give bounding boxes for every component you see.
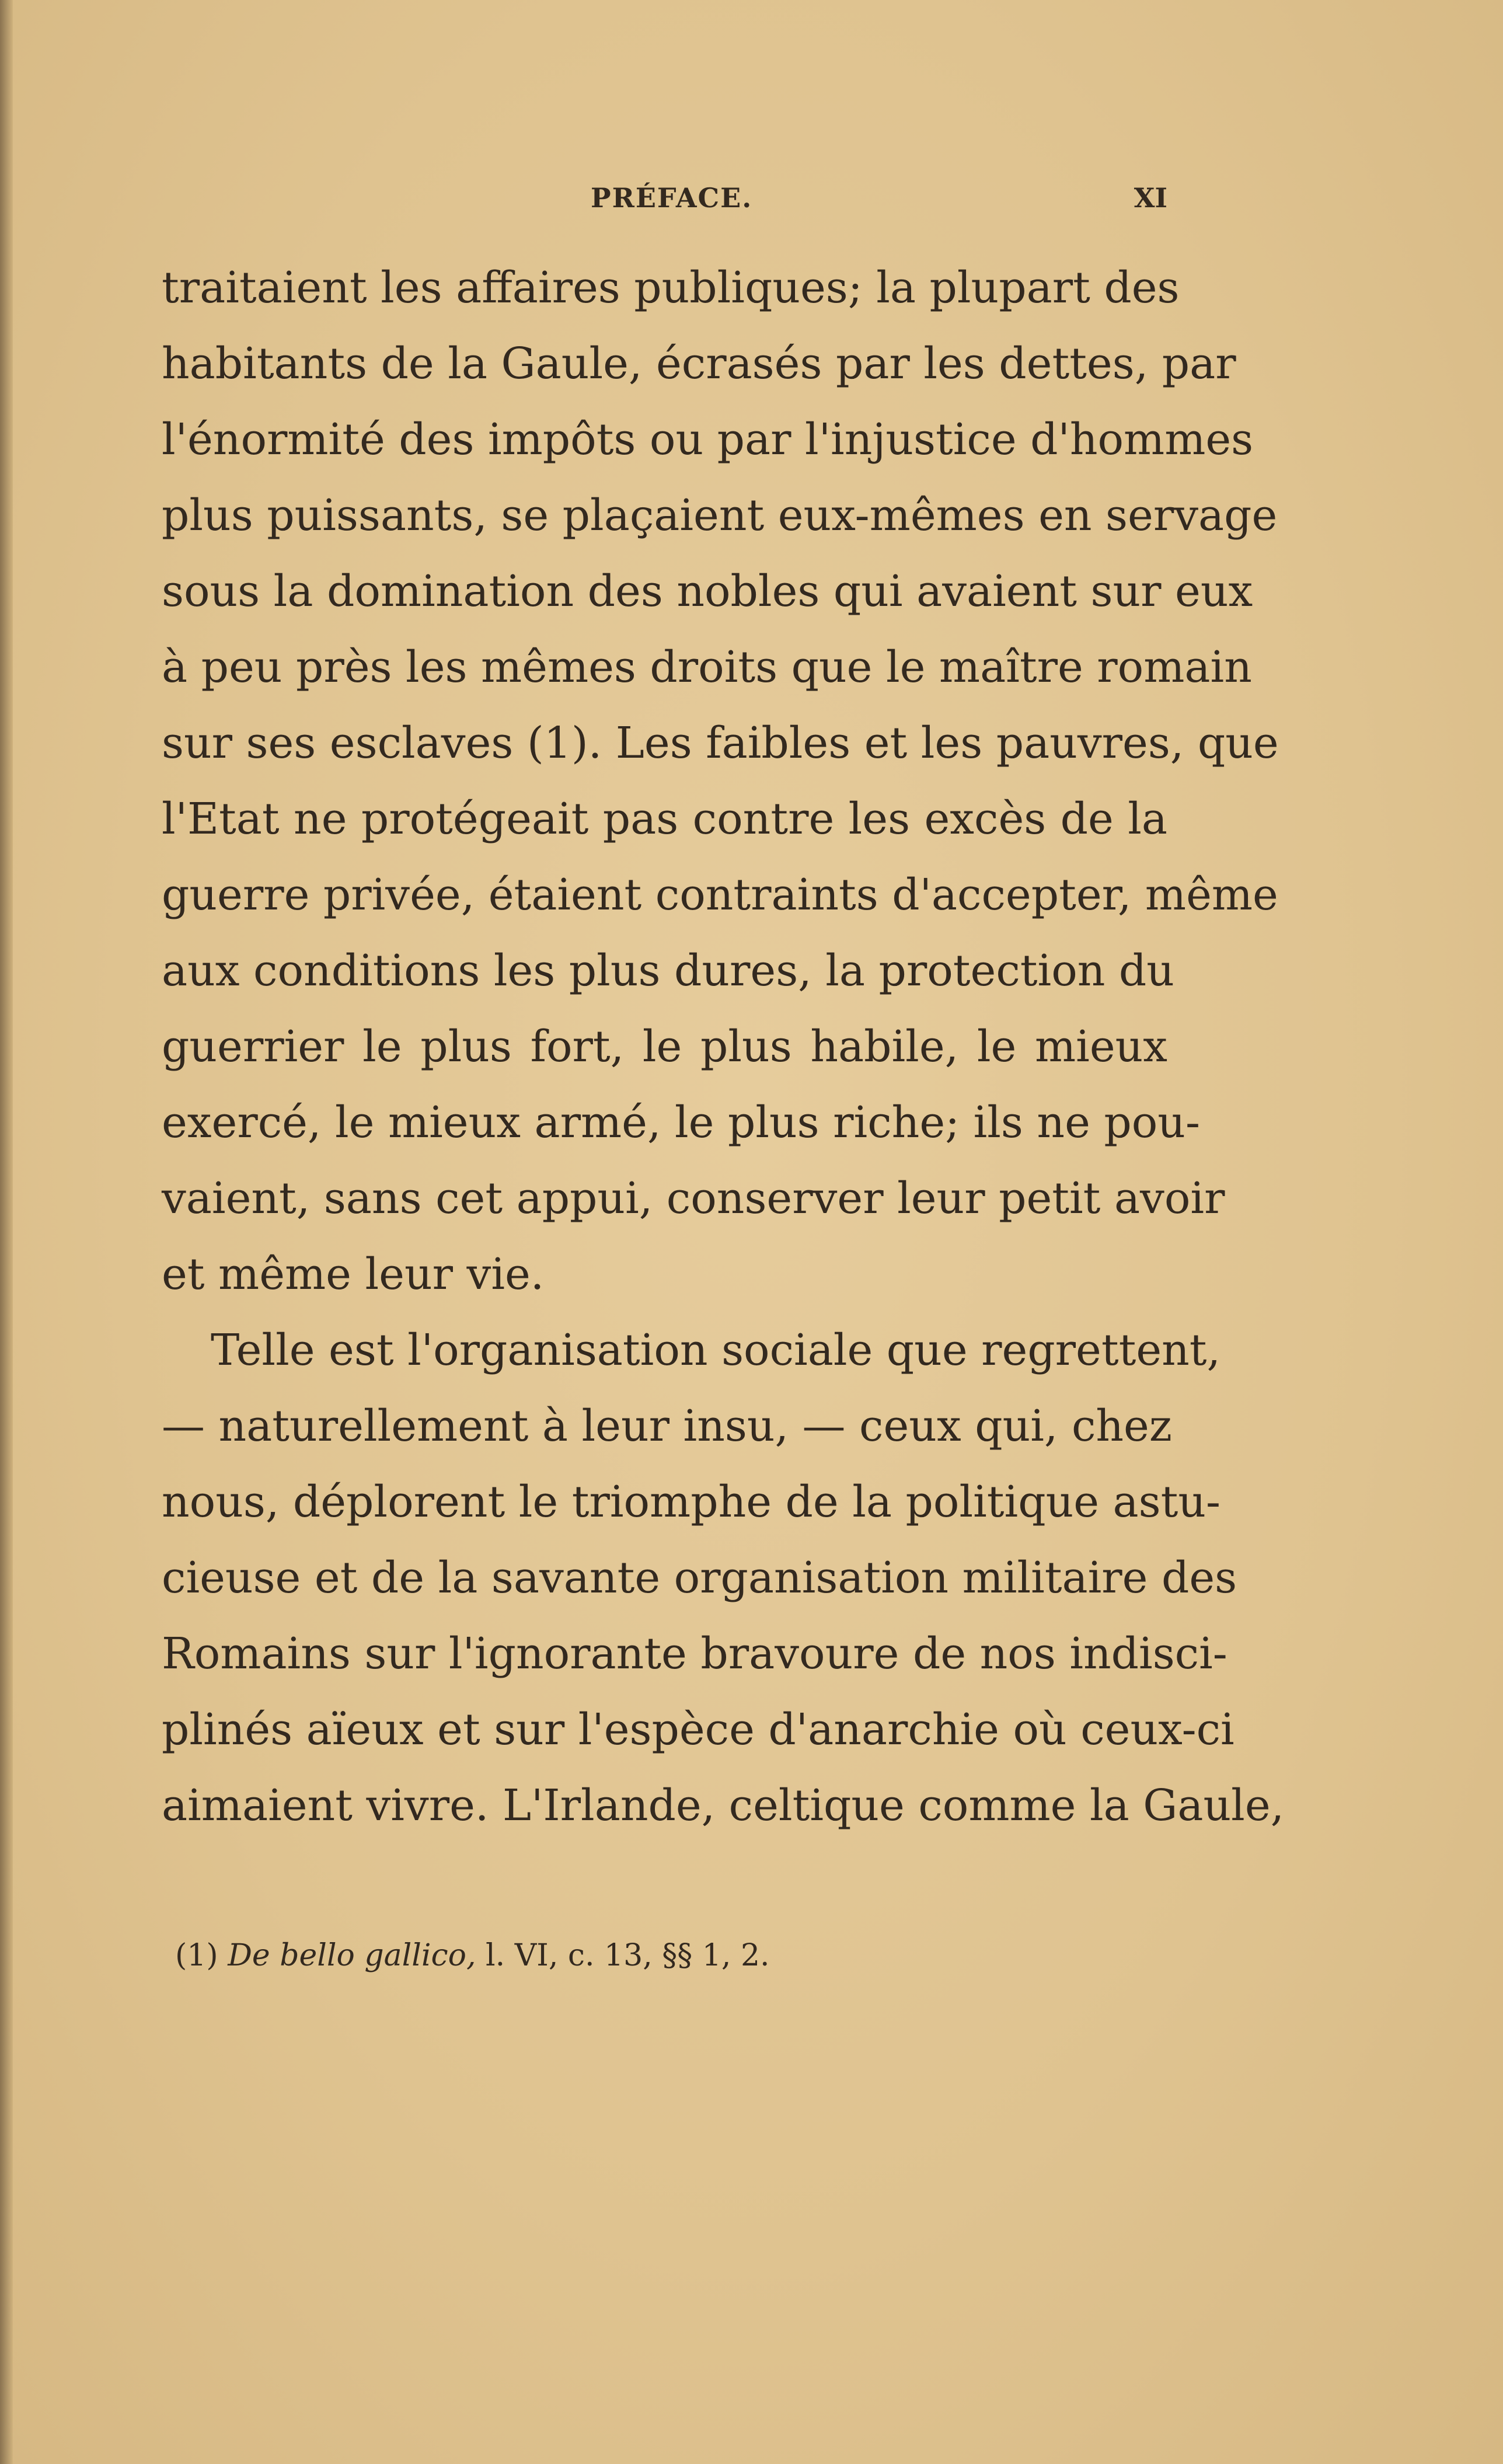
text-line: aux conditions les plus dures, la protection du — [162, 946, 1174, 996]
footnote-reference: l. VI, c. 13, §§ 1, 2. — [486, 1938, 770, 1973]
text-line: à peu près les mêmes droits que le maître romain — [162, 642, 1252, 692]
page-header — [162, 182, 1167, 223]
footnote-marker: (1) — [175, 1938, 218, 1973]
text-line: nous, déplorent le triomphe de la politique astu- — [162, 1477, 1221, 1527]
text-line: exercé, le mieux armé, le plus riche; ils ne pou- — [162, 1097, 1200, 1148]
page-number: XI — [1134, 182, 1167, 214]
text-line: Romains sur l'ignorante bravoure de nos indisci- — [162, 1629, 1227, 1679]
text-line: plinés aïeux et sur l'espèce d'anarchie où ceux-ci — [162, 1705, 1235, 1755]
text-line: plus puissants, se plaçaient eux-mêmes en servage — [162, 490, 1278, 541]
footnote — [175, 1938, 770, 1973]
text-line: l'énormité des impôts ou par l'injustice d'hommes — [162, 414, 1254, 465]
footnote-title: De bello gallico, — [228, 1938, 476, 1973]
text-line: l'Etat ne protégeait pas contre les excès de la — [162, 794, 1167, 844]
text-line: guerrier le plus fort, le plus habile, le mieux — [162, 1022, 1167, 1072]
text-line: habitants de la Gaule, écrasés par les dettes, par — [162, 339, 1236, 389]
text-line: cieuse et de la savante organisation militaire des — [162, 1553, 1237, 1603]
page-binding-edge — [0, 0, 13, 2464]
text-line: aimaient vivre. L'Irlande, celtique comme la Gaule, — [162, 1780, 1285, 1831]
body-text — [162, 256, 1285, 1849]
text-line: et même leur vie. — [162, 1249, 545, 1299]
text-line: traitaient les affaires publiques; la plupart des — [162, 263, 1180, 313]
text-line: guerre privée, étaient contraints d'accepter, même — [162, 870, 1278, 920]
text-line: sous la domination des nobles qui avaient sur eux — [162, 566, 1253, 616]
running-title: PRÉFACE. — [591, 182, 753, 214]
text-line: sur ses esclaves (1). Les faibles et les pauvres, que — [162, 718, 1279, 768]
text-line: — naturellement à leur insu, — ceux qui, chez — [162, 1401, 1172, 1451]
text-line: Telle est l'organisation sociale que regrettent, — [211, 1325, 1221, 1375]
text-line: vaient, sans cet appui, conserver leur petit avoir — [162, 1173, 1225, 1224]
